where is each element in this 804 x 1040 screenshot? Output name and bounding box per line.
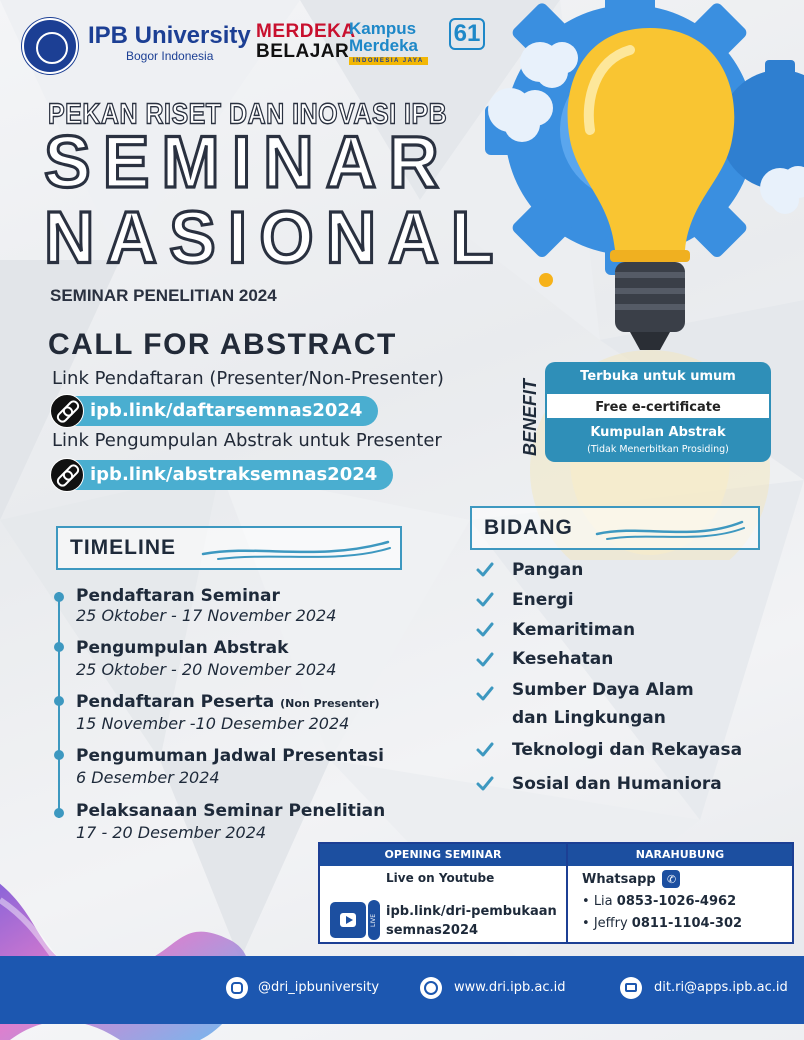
check-icon [476, 741, 494, 759]
check-icon [476, 591, 494, 609]
registration-link-label: Link Pendaftaran (Presenter/Non-Presenter) [52, 368, 444, 389]
benefit-item-certificate: Free e-certificate [545, 392, 771, 420]
opening-link-line1: ipb.link/dri-pembukaan [386, 904, 557, 919]
abstract-link[interactable] [52, 460, 393, 490]
main-title [44, 120, 506, 279]
abstract-link-label: Link Pengumpulan Abstrak untuk Presenter [52, 430, 442, 451]
footer-instagram[interactable]: @dri_ipbuniversity [258, 980, 380, 995]
check-icon [476, 651, 494, 669]
swoosh-decoration [198, 534, 398, 564]
timeline-item-title-text: Pendaftaran Peserta [76, 692, 275, 712]
link-icon [50, 394, 84, 428]
contact-person-2: • Jeffry 0811-1104-302 [582, 916, 743, 931]
event-subtitle: SEMINAR PENELITIAN 2024 [50, 286, 277, 305]
call-for-abstract-heading: CALL FOR ABSTRACT [48, 328, 397, 361]
opening-seminar-heading: OPENING SEMINAR [320, 844, 566, 866]
link-icon [50, 458, 84, 492]
contact-phone[interactable]: 0853-1026-4962 [616, 894, 737, 909]
kampus-merdeka-logo [349, 20, 428, 65]
timeline-item-date: 25 Oktober - 17 November 2024 [76, 606, 337, 625]
timeline-item-title: Pengumuman Jadwal Presentasi [76, 746, 384, 766]
bidang-heading-box [470, 506, 760, 550]
bidang-item-continued: dan Lingkungan [512, 708, 666, 728]
timeline-dot [54, 696, 64, 706]
check-icon [476, 621, 494, 639]
globe-icon [420, 977, 442, 999]
timeline-heading: TIMELINE [70, 536, 176, 559]
anniversary-logo [449, 18, 485, 64]
timeline-item-date: 15 November -10 Desember 2024 [76, 714, 350, 733]
contact-heading: NARAHUBUNG [568, 844, 792, 866]
main-title-line2: NASIONAL [44, 196, 506, 279]
benefit-label: BENEFIT [520, 378, 540, 456]
event-series-title: PEKAN RISET DAN INOVASI IPB [48, 98, 448, 131]
registration-link[interactable] [52, 396, 378, 426]
contact-name: Lia [593, 894, 613, 909]
timeline-item-date: 6 Desember 2024 [76, 768, 220, 787]
contact-person-1: • Lia 0853-1026-4962 [582, 894, 737, 909]
whatsapp-label: Whatsapp [582, 872, 656, 887]
check-icon [476, 561, 494, 579]
bidang-item: Pangan [512, 560, 584, 580]
ipb-subtitle: Bogor Indonesia [126, 49, 214, 63]
info-panel [318, 842, 794, 944]
abstract-link-url: ipb.link/abstraksemnas2024 [90, 464, 378, 485]
benefit-box [545, 362, 771, 462]
merdeka-line1: MERDEKA [256, 21, 356, 42]
timeline-dot [54, 808, 64, 818]
info-divider [566, 844, 568, 942]
contact-name: Jeffry [593, 916, 628, 931]
footer-email[interactable]: dit.ri@apps.ipb.ac.id [654, 980, 788, 995]
opening-link[interactable] [386, 902, 557, 940]
opening-subtitle: Live on Youtube [386, 871, 495, 885]
benefit-abstracts-note: (Tidak Menerbitkan Prosiding) [587, 444, 729, 455]
phone-icon: ✆ [662, 870, 680, 888]
timeline-item-date: 17 - 20 Desember 2024 [76, 823, 267, 842]
contact-phone[interactable]: 0811-1104-302 [631, 916, 743, 931]
opening-link-line2: semnas2024 [386, 923, 479, 938]
benefit-item-open: Terbuka untuk umum [545, 362, 771, 392]
email-icon [620, 977, 642, 999]
instagram-icon [226, 977, 248, 999]
footer [0, 956, 804, 1024]
registration-link-url: ipb.link/daftarsemnas2024 [90, 400, 363, 421]
swoosh-decoration [592, 514, 752, 544]
timeline-item-title [76, 692, 380, 712]
timeline-item-note: (Non Presenter) [280, 697, 380, 710]
timeline-item-date: 25 Oktober - 20 November 2024 [76, 660, 337, 679]
lightbulb-illustration [480, 0, 804, 560]
youtube-icon [330, 902, 366, 938]
benefit-item-abstracts [545, 420, 771, 462]
timeline-item-title: Pengumpulan Abstrak [76, 638, 289, 658]
check-icon [476, 685, 494, 703]
bidang-item: Sosial dan Humaniora [512, 774, 722, 794]
bidang-item: Energi [512, 590, 574, 610]
timeline-item-title: Pelaksanaan Seminar Penelitian [76, 801, 386, 821]
anniversary-number: 61 [449, 18, 485, 50]
bidang-item: Kesehatan [512, 649, 614, 669]
kampus-bar: INDONESIA JAYA [349, 57, 428, 65]
merdeka-belajar-logo [256, 22, 356, 62]
timeline-heading-box [56, 526, 402, 570]
bidang-item: Sumber Daya Alam [512, 680, 694, 700]
ipb-logo [22, 18, 78, 74]
benefit-abstracts-text: Kumpulan Abstrak [590, 425, 726, 440]
ipb-title: IPB University [88, 22, 251, 49]
bidang-item: Teknologi dan Rekayasa [512, 740, 743, 760]
bidang-item: Kemaritiman [512, 620, 636, 640]
timeline-dot [54, 592, 64, 602]
timeline-dot [54, 750, 64, 760]
kampus-line2: Merdeka [349, 36, 418, 55]
timeline-dot [54, 642, 64, 652]
live-badge: LIVE [368, 900, 380, 940]
main-title-line1: SEMINAR [44, 120, 451, 203]
check-icon [476, 775, 494, 793]
merdeka-line2: BELAJAR [256, 41, 350, 62]
bidang-heading: BIDANG [484, 516, 573, 539]
timeline-item-title: Pendaftaran Seminar [76, 586, 280, 606]
kampus-line1: Kampus [349, 19, 417, 38]
footer-website[interactable]: www.dri.ipb.ac.id [454, 980, 566, 995]
